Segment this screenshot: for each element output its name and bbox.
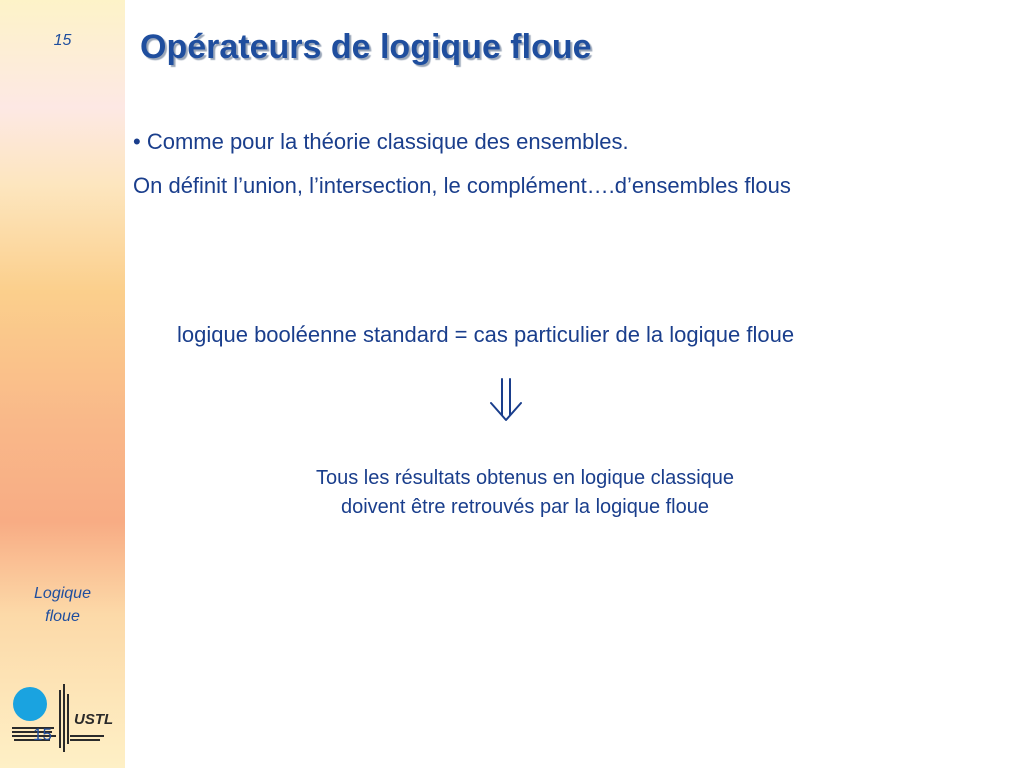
logo-circle (13, 687, 47, 721)
conclusion-line2: doivent être retrouvés par la logique floue (340, 496, 709, 518)
ustl-logo-icon (8, 680, 123, 760)
footer-label (0, 582, 125, 628)
bottom-slide-number: 15 (33, 725, 52, 744)
logo-text: USTL (74, 711, 114, 728)
footer-label-line2: floue (45, 608, 80, 625)
slide-title: Opérateurs de logique floue (140, 28, 592, 66)
sidebar (0, 0, 125, 768)
conclusion-text (225, 464, 825, 522)
footer-label-line1: Logique (34, 585, 91, 602)
bullet-text: • Comme pour la théorie classique des ensembles. (133, 129, 629, 154)
conclusion-line1: Tous les résultats obtenus en logique classique (315, 467, 735, 489)
slide-number: 15 (53, 32, 72, 49)
statement-text: logique booléenne standard = cas particulier de la logique floue (177, 322, 795, 347)
double-down-arrow-icon (488, 377, 524, 423)
definition-text: On définit l’union, l’intersection, le complément….d’ensembles flous (133, 173, 791, 198)
